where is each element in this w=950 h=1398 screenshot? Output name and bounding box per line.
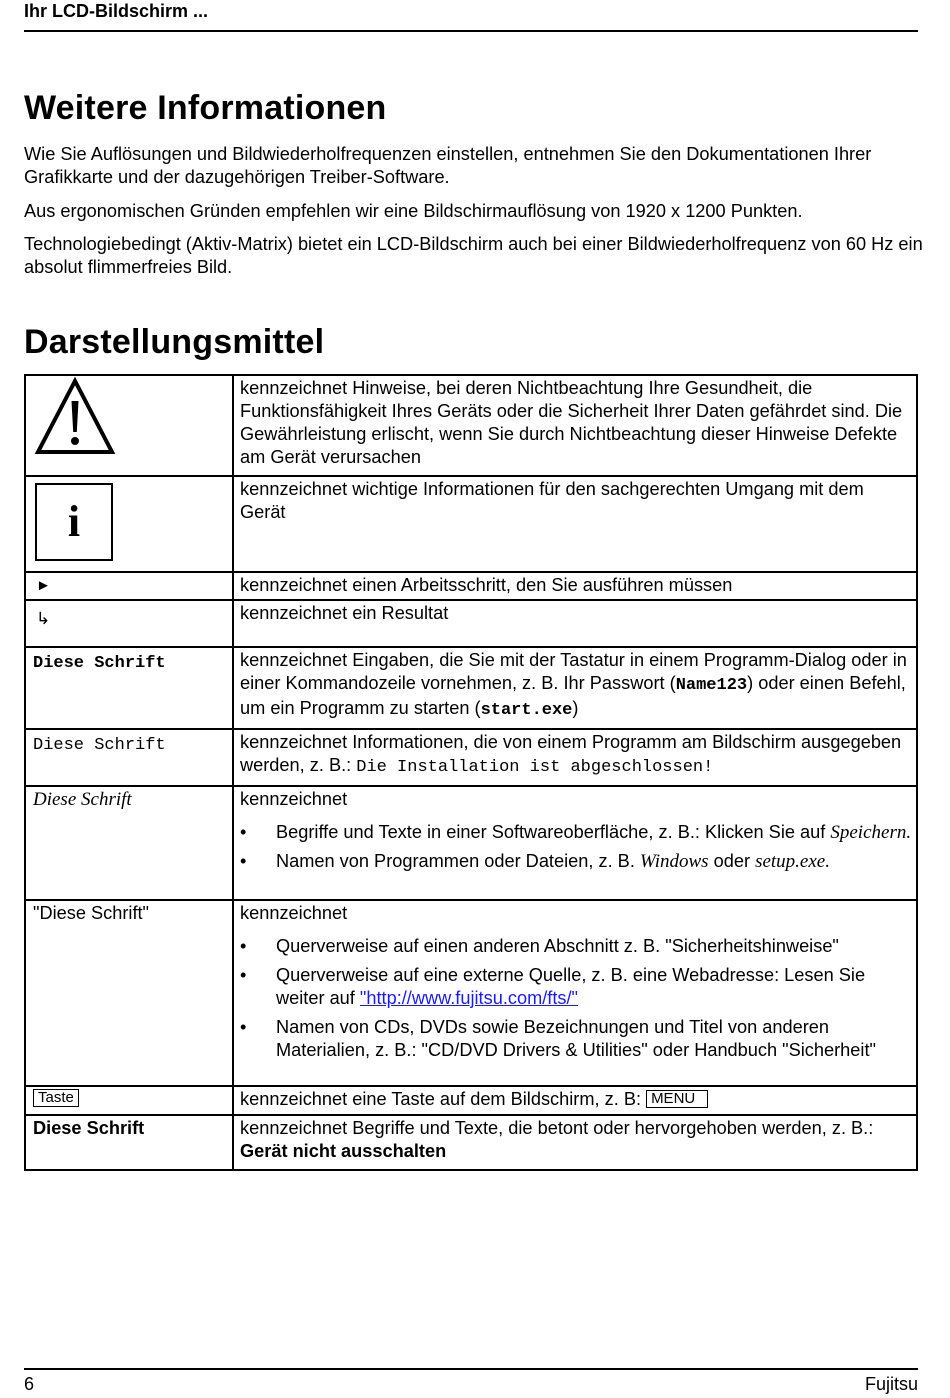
list-item [240, 964, 912, 1010]
legend-result-text: kennzeichnet ein Resultat [240, 603, 449, 623]
running-header [24, 0, 918, 32]
legend-input-text-c: ) [572, 698, 579, 718]
italic-example: setup.exe. [755, 851, 830, 872]
legend-output-text: kennzeichnet Informationen, die von einem Programm am Bildschirm ausgegeben werden, z. B.: [240, 732, 902, 775]
legend-row-result [25, 600, 917, 647]
legend-step-text: kennzeichnet einen Arbeitsschritt, den Sie ausführen müssen [240, 575, 733, 595]
triangle-right-icon: ► [36, 577, 51, 594]
legend-desc-info [233, 476, 917, 572]
legend-desc-input [233, 647, 917, 729]
list-item-text: oder [708, 851, 756, 871]
footer-brand: Fujitsu [864, 1374, 918, 1394]
info-icon [35, 483, 113, 561]
legend-desc-warning [233, 375, 917, 476]
legend-key-text: kennzeichnet eine Taste auf dem Bildschirm, z. B: [240, 1089, 647, 1109]
key-sample-taste: Taste [33, 1089, 79, 1107]
list-item-text: Querverweise auf eine externe Quelle, z. B. eine Webadresse: Lesen Sie weiter auf [276, 965, 866, 1008]
legend-row-key [25, 1086, 917, 1115]
legend-input-text-a: kennzeichnet Eingaben, die Sie mit der Tastatur in einem Programm-Dialog oder in einer Kommandozeile vornehmen, z. B. Ihr Passwort ( [240, 650, 907, 693]
list-item-text: Begriffe und Texte in einer Softwareoberfläche, z. B.: Klicken Sie auf [276, 822, 831, 842]
legend-symbol-cell [25, 572, 233, 600]
list-item-text: Namen von CDs, DVDs sowie Bezeichnungen und Titel von anderen Materialien, z. B.: "CD/DVD Drivers & Utilities" oder Handbuch "Sicherheit" [276, 1017, 876, 1060]
legend-row-warning [25, 375, 917, 476]
legend-symbol-cell [25, 647, 233, 729]
info-glyph: i [67, 497, 81, 546]
legend-symbol-cell [25, 786, 233, 900]
legend-desc-italic [233, 786, 917, 900]
legend-symbol-cell [25, 375, 233, 476]
fujitsu-web-link[interactable]: "http://www.fujitsu.com/fts/" [359, 988, 578, 1008]
code-sample-password: Name123 [675, 676, 748, 695]
legend-quoted-list [240, 935, 912, 1062]
legend-symbol-cell [25, 600, 233, 647]
legend-row-italic [25, 786, 917, 900]
legend-row-info [25, 476, 917, 572]
paragraph-technology: Technologiebedingt (Aktiv-Matrix) bietet ein LCD-Bildschirm auch bei einer Bildwiederholfrequenz von 60 Hz ein absolut flimmerfreies Bild. [24, 234, 923, 277]
list-item [240, 821, 912, 844]
code-sample-command: start.exe [480, 701, 573, 720]
legend-bold-text: kennzeichnet Begriffe und Texte, die betont oder hervorgehoben werden, z. B.: [240, 1118, 874, 1138]
legend-row-input [25, 647, 917, 729]
legend-italic-list [240, 821, 912, 873]
heading-darstellungsmittel: Darstellungsmittel [24, 323, 325, 361]
list-item [240, 850, 912, 873]
list-item-text: Querverweise auf einen anderen Abschnitt z. B. "Sicherheitshinweise" [276, 936, 839, 956]
legend-desc-quoted [233, 900, 917, 1086]
legend-row-output [25, 729, 917, 786]
legend-row-step [25, 572, 917, 600]
legend-desc-key [233, 1086, 917, 1115]
running-footer [24, 1368, 918, 1398]
legend-desc-bold [233, 1115, 917, 1170]
legend-symbol-cell [25, 900, 233, 1086]
output-font-sample: Diese Schrift [33, 736, 166, 755]
legend-input-text-b: ) oder einen Befehl, um ein Programm zu starten ( [240, 673, 906, 718]
legend-desc-output [233, 729, 917, 786]
legend-row-bold [25, 1115, 917, 1170]
list-item [240, 935, 912, 958]
page-number: 6 [24, 1374, 35, 1394]
bold-example: Gerät nicht ausschalten [240, 1141, 447, 1161]
legend-desc-step [233, 572, 917, 600]
legend-italic-lead: kennzeichnet [240, 789, 348, 809]
key-sample-menu: MENU [646, 1090, 708, 1108]
legend-desc-result [233, 600, 917, 647]
legend-symbol-cell [25, 1086, 233, 1115]
legend-symbol-cell [25, 476, 233, 572]
input-font-sample: Diese Schrift [33, 654, 166, 673]
italic-example: Speichern. [830, 822, 912, 843]
list-item-text: Namen von Programmen oder Dateien, z. B. [276, 851, 640, 871]
legend-symbol-cell [25, 729, 233, 786]
heading-weitere-informationen: Weitere Informationen [24, 89, 387, 127]
legend-row-quoted [25, 900, 917, 1086]
list-item [240, 1016, 912, 1062]
quoted-font-sample: "Diese Schrift" [33, 903, 150, 923]
paragraph-resolution: Wie Sie Auflösungen und Bildwiederholfrequenzen einstellen, entnehmen Sie den Dokumentationen Ihrer Grafikkarte und der dazugehörigen Treiber-Software. [24, 144, 872, 187]
code-sample-output: Die Installation ist abgeschlossen! [356, 758, 714, 777]
legend-info-text: kennzeichnet wichtige Informationen für den sachgerechten Umgang mit dem Gerät [240, 479, 864, 522]
result-arrow-icon: ↳ [36, 609, 51, 629]
header-title: Ihr LCD-Bildschirm ... [24, 1, 209, 21]
italic-example: Windows [639, 851, 709, 872]
bold-font-sample: Diese Schrift [33, 1118, 145, 1138]
italic-font-sample: Diese Schrift [33, 789, 132, 810]
legend-quoted-lead: kennzeichnet [240, 903, 348, 923]
warning-triangle-icon [34, 377, 116, 457]
legend-symbol-cell [25, 1115, 233, 1170]
legend-warning-text: kennzeichnet Hinweise, bei deren Nichtbeachtung Ihre Gesundheit, die Funktionsfähigkeit Ihres Geräts oder die Sicherheit Ihrer Daten gefährdet sind. Die Gewährleistung erlischt, wenn Sie durch Nichtbeachtung dieser Hinweise Defekte am Gerät verursachen [240, 378, 903, 467]
legend-table [24, 374, 918, 1171]
paragraph-ergonomic: Aus ergonomischen Gründen empfehlen wir eine Bildschirmauflösung von 1920 x 1200 Punkten. [24, 201, 803, 221]
